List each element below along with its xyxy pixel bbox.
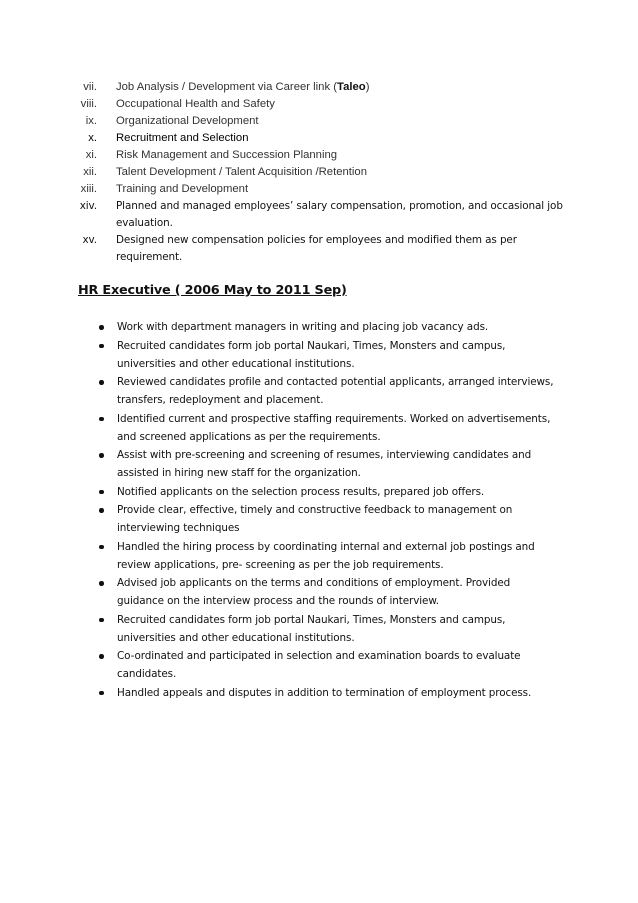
bullet-icon: [95, 501, 117, 537]
list-number: xiii.: [80, 183, 97, 195]
text-segment: ): [365, 81, 370, 93]
bullet-text: Reviewed candidates profile and contacted potential applicants, arranged interviews, transfers, redeployment and placement.: [117, 376, 554, 406]
list-item: [66, 232, 566, 266]
list-item: [66, 164, 566, 181]
bullet-item: [95, 446, 555, 482]
bullet-icon: [95, 410, 117, 446]
bullet-text: Notified applicants on the selection process results, prepared job offers.: [117, 485, 485, 498]
list-number: xiv.: [79, 200, 97, 212]
section-heading: HR Executive ( 2006 May to 2011 Sep): [78, 283, 347, 298]
bullet-item: [95, 611, 555, 647]
bullet-text: Handled appeals and disputes in addition to termination of employment process.: [117, 686, 532, 699]
list-item-text: Risk Management and Succession Planning: [116, 149, 338, 161]
list-number: viii.: [80, 98, 97, 110]
bullet-item: [95, 337, 555, 373]
bullet-text: Co-ordinated and participated in selection and examination boards to evaluate candidates.: [117, 650, 521, 680]
bullet-icon: [95, 483, 117, 501]
bullet-text: Provide clear, effective, timely and constructive feedback to management on interviewing techniques: [117, 504, 513, 534]
bullet-icon: [95, 574, 117, 610]
list-item: [66, 147, 566, 164]
bullet-item: [95, 410, 555, 446]
bullet-text: Recruited candidates form job portal Naukari, Times, Monsters and campus, universities and other educational institutions.: [117, 613, 506, 644]
bullet-item: [95, 318, 555, 336]
bullet-icon: [95, 647, 117, 683]
list-item-text: Organizational Development: [116, 115, 259, 127]
bullet-text: Advised job applicants on the terms and conditions of employment. Provided guidance on the interview process and the rounds of interview.: [117, 577, 511, 607]
roman-numbered-list: [66, 79, 566, 266]
list-item-text: Designed new compensation policies for employees and modified them as per requirement.: [116, 234, 517, 263]
list-item: [66, 113, 566, 130]
bullet-icon: [95, 538, 117, 574]
bullet-item: [95, 647, 555, 683]
bullet-list: [95, 318, 555, 702]
bullet-icon: [95, 337, 117, 373]
list-item: [66, 79, 566, 96]
bullet-text: Assist with pre-screening and screening of resumes, interviewing candidates and assisted in hiring new staff for the organization.: [117, 449, 532, 479]
list-item-text: Recruitment and Selection: [116, 132, 249, 144]
list-number: xii.: [83, 166, 97, 178]
bullet-icon: [95, 611, 117, 647]
bullet-item: [95, 684, 555, 702]
list-item: [66, 198, 566, 232]
list-number: xv.: [82, 234, 97, 246]
list-number: xi.: [85, 149, 97, 161]
bullet-icon: [95, 373, 117, 409]
bold-term: Taleo: [337, 81, 366, 93]
bullet-item: [95, 483, 555, 501]
list-item: [66, 181, 566, 198]
list-item-text: Occupational Health and Safety: [116, 98, 275, 110]
bullet-icon: [95, 446, 117, 482]
list-number: x.: [88, 132, 97, 144]
list-item: [66, 96, 566, 113]
bullet-item: [95, 574, 555, 610]
bullet-text: Handled the hiring process by coordinating internal and external job postings and review applications, pre- screening as per the job requirements.: [117, 540, 535, 571]
list-number: ix.: [85, 115, 97, 127]
bullet-icon: [95, 684, 117, 702]
bullet-item: [95, 538, 555, 574]
list-item-text: [116, 79, 566, 96]
list-item-text: Talent Development / Talent Acquisition /Retention: [116, 166, 367, 178]
list-number: vii.: [83, 81, 97, 93]
bullet-text: Identified current and prospective staffing requirements. Worked on advertisements, and screened applications as per the requirements.: [117, 412, 551, 443]
bullet-text: Recruited candidates form job portal Naukari, Times, Monsters and campus, universities and other educational institutions.: [117, 339, 506, 370]
bullet-item: [95, 501, 555, 537]
text-segment: Job Analysis / Development via Career link (: [116, 81, 338, 93]
bullet-icon: [95, 318, 117, 336]
list-item-text: Training and Development: [116, 183, 249, 195]
bullet-item: [95, 373, 555, 409]
list-item: [66, 130, 566, 147]
bullet-text: Work with department managers in writing and placing job vacancy ads.: [117, 321, 489, 333]
list-item-text: Planned and managed employees’ salary compensation, promotion, and occasional job evaluation.: [116, 200, 563, 229]
